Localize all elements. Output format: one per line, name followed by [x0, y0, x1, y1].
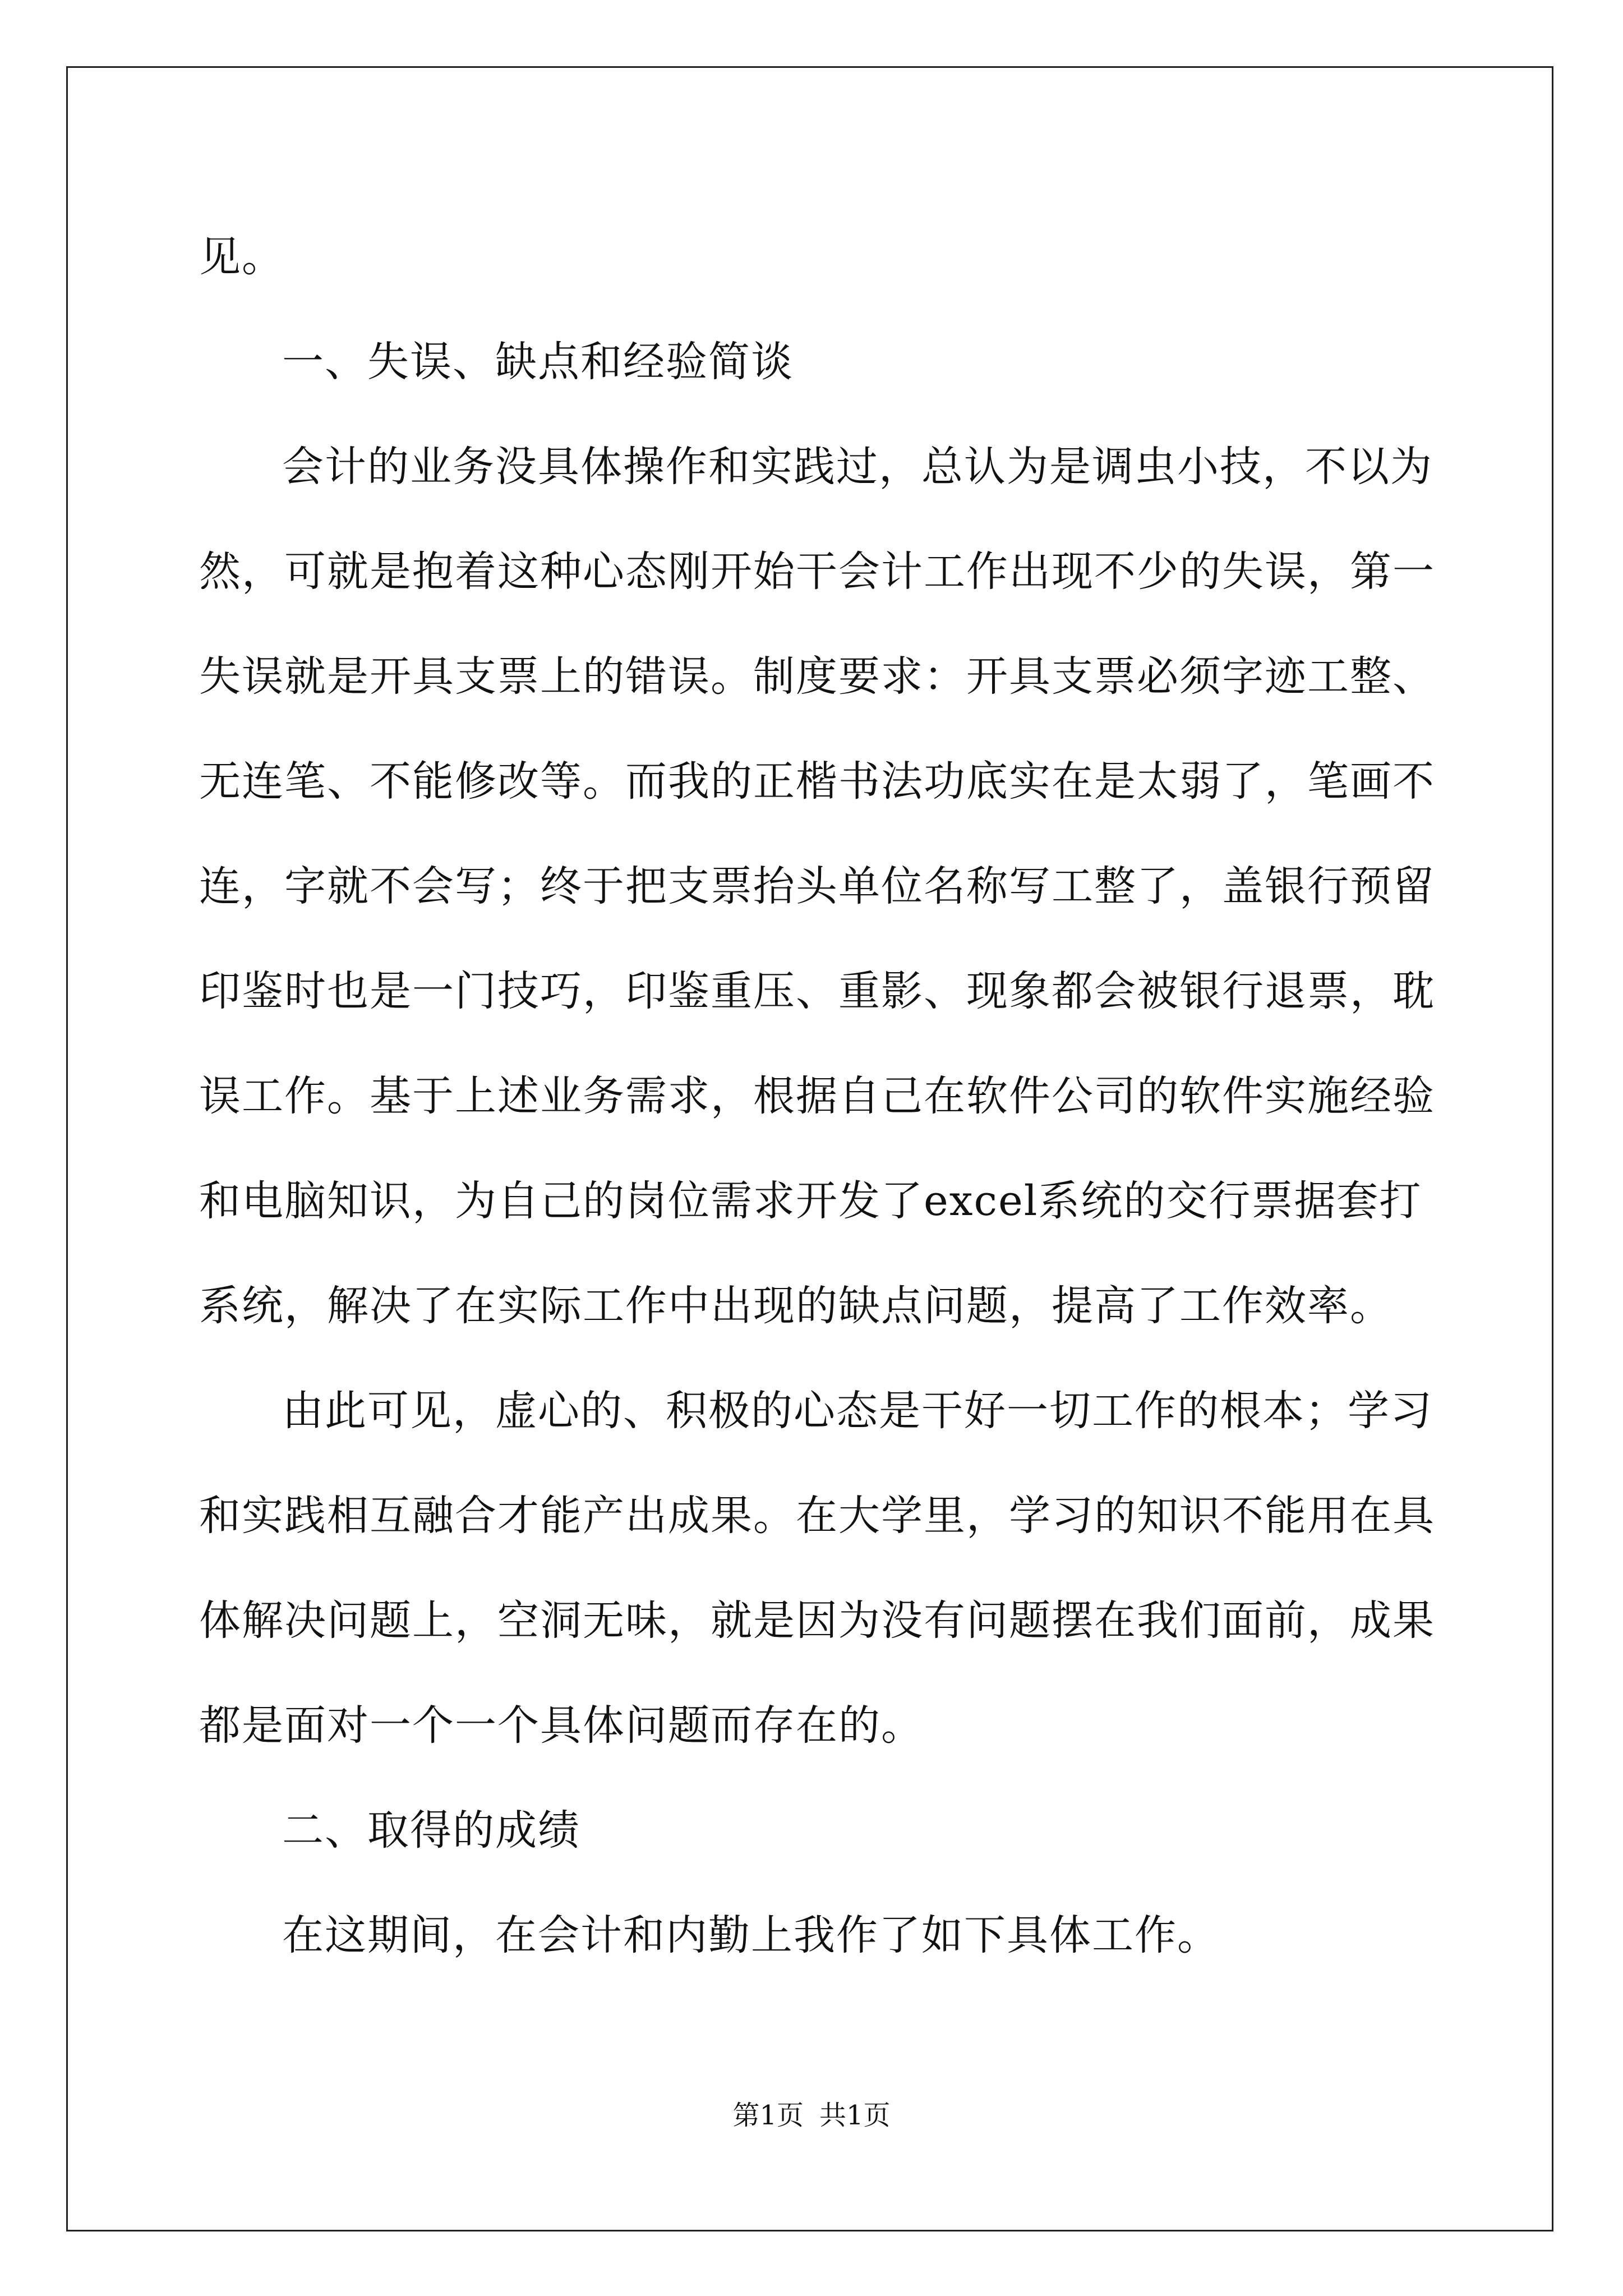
- section-heading-1: 一、失误、缺点和经验简谈: [282, 338, 794, 386]
- paragraph: 在这期间，在会计和内勤上我作了如下具体工作。: [282, 1911, 1220, 1959]
- paragraph: 见。: [199, 233, 284, 281]
- paragraph: 会计的业务没具体操作和实践过，总认为是调虫小技，不以为然，可就是抱着这种心态刚开始干会计工作出现不少的失误，第一失误就是开具支票上的错误。制度要求：开具支票必须字迹工整、无连笔、不能修改等。而我的正楷书法功底实在是太弱了，笔画不连，字就不会写；终于把支票抬头单位名称写工整了，盖银行预留印鉴时也是一门技巧，印鉴重压、重影、现象都会被银行退票，耽误工作。基于上述业务需求，根据自己在软件公司的软件实施经验和电脑知识，为自己的岗位需求开发了excel系统的交行票据套打系统，解决了在实际工作中出现的缺点问题，提高了工作效率。: [199, 443, 1435, 1330]
- paragraph: 由此可见，虚心的、积极的心态是干好一切工作的根本；学习和实践相互融合才能产出成果。在大学里，学习的知识不能用在具体解决问题上，空洞无味，就是因为没有问题摆在我们面前，成果都是面对一个一个具体问题而存在的。: [199, 1387, 1435, 1750]
- page-footer: [0, 2093, 1623, 2132]
- document-body: [199, 205, 1455, 1988]
- page-number: 第1页: [732, 2100, 804, 2131]
- section-heading-2: 二、取得的成绩: [282, 1806, 580, 1855]
- page-total: 共1页: [819, 2100, 891, 2131]
